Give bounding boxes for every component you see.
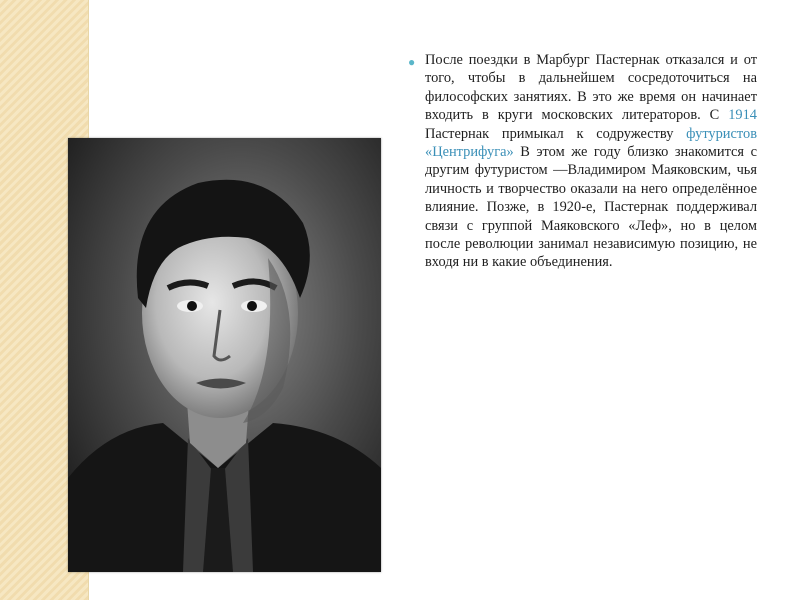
- year-1914-link[interactable]: 1914: [728, 107, 757, 124]
- portrait-photo: [68, 138, 381, 572]
- paragraph-part-2: Пастернак примыкал к содружеству: [425, 125, 687, 142]
- centrifuga-link[interactable]: футуристов «Центрифуга»: [425, 125, 757, 161]
- bullet-text-block: [408, 51, 757, 272]
- paragraph-part-3: В этом же году близко знакомится с другим футуристом —Владимиром Маяковским, чья личность и творчество оказали на него определённое влияние. Позже, в 1920-е, Пастернак поддерживал связи с группой Маяковского «Леф», но в целом после революции занимал независимую позицию, не входя ни в какие объединения.: [425, 144, 757, 271]
- portrait-image: [68, 138, 381, 572]
- circle-bullet-icon: ●: [408, 55, 416, 69]
- paragraph-part-1: После поездки в Марбург Пастернак отказался и от того, чтобы в дальнейшем сосредоточиться на философских занятиях. В это же время он начинает входить в круги московских литераторов. С: [425, 52, 757, 124]
- biography-paragraph: [425, 51, 757, 272]
